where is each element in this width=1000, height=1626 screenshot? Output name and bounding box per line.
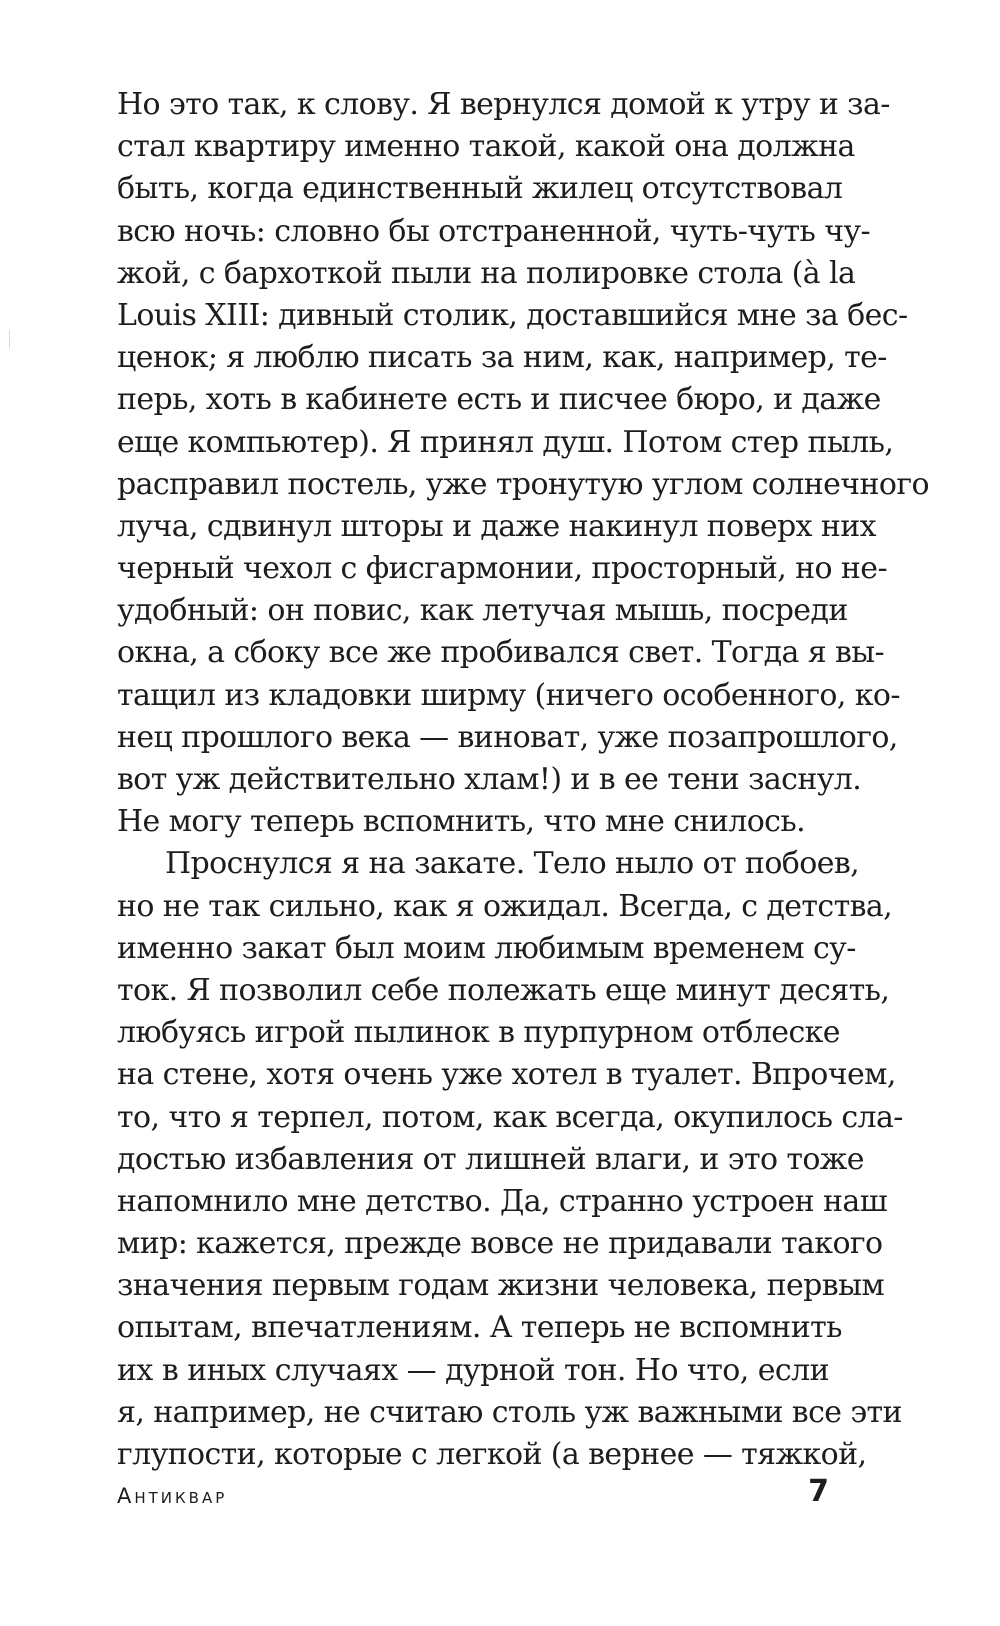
text-line: но не так сильно, как я ожидал. Всегда, с детства,: [117, 888, 893, 924]
text-line: Не могу теперь вспомнить, что мне снилось.: [117, 804, 806, 840]
text-line: тащил из кладовки ширму (ничего особенного, ко-: [117, 677, 900, 713]
page-number: 7: [808, 1474, 829, 1509]
text-line: ток. Я позволил себе полежать еще минут десять,: [117, 972, 890, 1008]
text-line: всю ночь: словно бы отстраненной, чуть-чуть чу-: [117, 213, 871, 249]
text-line: еще компьютер). Я принял душ. Потом стер пыль,: [117, 424, 894, 460]
paragraph-1: [117, 84, 929, 843]
text-line: жой, с бархоткой пыли на полировке стола (à la: [117, 255, 856, 291]
text-line: быть, когда единственный жилец отсутствовал: [117, 171, 843, 207]
text-line: удобный: он повис, как летучая мышь, посреди: [117, 593, 848, 629]
text-line: напомнило мне детство. Да, странно устроен наш: [117, 1183, 887, 1219]
text-line: Но это так, к слову. Я вернулся домой к утру и за-: [117, 87, 890, 122]
running-title: Антиквар: [117, 1484, 228, 1508]
text-line: вот уж действительно хлам!) и в ее тени заснул.: [117, 762, 862, 797]
text-line: луча, сдвинул шторы и даже накинул поверх них: [117, 508, 876, 544]
text-line: на стене, хотя очень уже хотел в туалет. Впрочем,: [117, 1057, 896, 1093]
text-line: именно закат был моим любимым временем су-: [117, 930, 856, 966]
text-line: Louis XIII: дивный столик, доставшийся мне за бес-: [117, 297, 908, 333]
text-line: расправил постель, уже тронутую углом солнечного: [117, 466, 929, 502]
text-line: мир: кажется, прежде вовсе не придавали такого: [117, 1226, 883, 1262]
text-line: нец прошлого века — виноват, уже позапрошлого,: [117, 719, 898, 755]
paragraph-2: [117, 843, 903, 1476]
text-line: ценок; я люблю писать за ним, как, например, те-: [117, 340, 887, 376]
text-line: Проснулся я на закате. Тело ныло от побоев,: [165, 846, 860, 882]
body-text: [117, 84, 929, 1476]
text-line: их в иных случаях — дурной тон. Но что, если: [117, 1352, 829, 1388]
text-line: опытам, впечатлениям. А теперь не вспомнить: [117, 1310, 842, 1346]
text-line: черный чехол с фисгармонии, просторный, но не-: [117, 551, 887, 587]
text-line: глупости, которые с легкой (а вернее — тяжкой,: [117, 1437, 867, 1472]
text-line: достью избавления от лишней влаги, и это тоже: [117, 1141, 864, 1177]
margin-mark: [9, 330, 10, 348]
text-line: стал квартиру именно такой, какой она должна: [117, 129, 855, 165]
text-line: я, например, не считаю столь уж важными все эти: [117, 1394, 902, 1430]
text-line: любуясь игрой пылинок в пурпурном отблеске: [117, 1015, 840, 1051]
text-line: перь, хоть в кабинете есть и писчее бюро, и даже: [117, 382, 881, 418]
text-line: то, что я терпел, потом, как всегда, окупилось сла-: [117, 1099, 903, 1135]
text-line: значения первым годам жизни человека, первым: [117, 1268, 885, 1304]
text-line: окна, а сбоку все же пробивался свет. Тогда я вы-: [117, 635, 885, 671]
